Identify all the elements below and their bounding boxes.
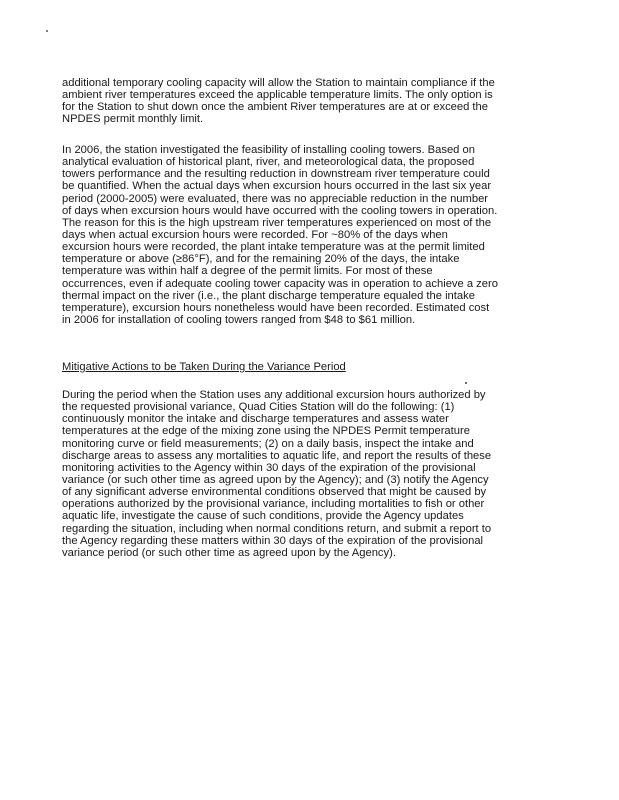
- paragraph-line: excursion hours were recorded, the plant intake temperature was at the permit limited: [62, 241, 485, 254]
- paragraph-line: thermal impact on the river (i.e., the plant discharge temperature equaled the intake: [62, 289, 475, 302]
- paragraph-line: monitoring activities to the Agency within 30 days of the expiration of the provisional: [62, 461, 476, 474]
- paragraph-line: The reason for this is the high upstream river temperatures experienced on most of the: [62, 216, 492, 229]
- paragraph-line: temperatures at the edge of the mixing zone using the NPDES Permit temperature: [62, 425, 470, 438]
- paragraph-line: ambient river temperatures exceed the applicable temperature limits. The only option is: [62, 89, 493, 102]
- scan-speck: [46, 30, 48, 32]
- paragraph-line: occurrences, even if adequate cooling tower capacity was in operation to achieve a zero: [62, 277, 498, 290]
- paragraph-line: of days when excursion hours would have occurred with the cooling towers in operation.: [62, 204, 498, 217]
- paragraph-line: operations authorized by the provisional variance, including mortalities to fish or other: [62, 498, 485, 511]
- paragraph-line: days when actual excursion hours were recorded. For ~80% of the days when: [62, 228, 448, 241]
- paragraph-line: continuously monitor the intake and discharge temperatures and assess water: [62, 413, 449, 426]
- paragraph-line: the requested provisional variance, Quad Cities Station will do the following: (1): [62, 401, 455, 414]
- section-heading-text: Mitigative Actions to be Taken During the Variance Period: [62, 361, 346, 373]
- paragraph-line: During the period when the Station uses any additional excursion hours authorized by: [62, 389, 486, 401]
- paragraph-line: temperature), excursion hours nonetheless would have been recorded. Estimated cost: [62, 301, 490, 314]
- paragraph-line: towers performance and the resulting reduction in downstream river temperature could: [62, 168, 490, 181]
- paragraph-mitigative-actions: [62, 389, 532, 559]
- paragraph-line: additional temporary cooling capacity will allow the Station to maintain compliance if the: [62, 77, 495, 89]
- paragraph-line: discharge areas to assess any mortalities to aquatic life, and report the results of these: [62, 449, 492, 462]
- paragraph-line: regarding the situation, including when normal conditions return, and submit a report to: [62, 522, 492, 535]
- paragraph-line: temperature was within half a degree of the permit limits. For most of these: [62, 265, 433, 278]
- paragraph-line: of any significant adverse environmental conditions observed that might be caused by: [62, 486, 487, 499]
- paragraph-line: be quantified. When the actual days when excursion hours occurred in the last six year: [62, 180, 492, 193]
- paragraph-line: monitoring curve or field measurements; (2) on a daily basis, inspect the intake and: [62, 437, 474, 450]
- paragraph-line: period (2000-2005) were evaluated, there was no appreciable reduction in the number: [62, 192, 489, 205]
- paragraph-line: aquatic life, investigate the cause of such conditions, provide the Agency updates: [62, 510, 464, 523]
- paragraph-line: for the Station to shut down once the ambient River temperatures are at or exceed the: [62, 101, 488, 114]
- paragraph-line: analytical evaluation of historical plant, river, and meteorological data, the proposed: [62, 156, 475, 169]
- paragraph-cooling-towers-study: [62, 144, 532, 326]
- section-heading: [62, 361, 532, 373]
- paragraph-line: the Agency regarding these matters within 30 days of the expiration of the provisional: [62, 534, 484, 547]
- paragraph-continued-cooling: [62, 77, 532, 126]
- paragraph-line: NPDES permit monthly limit.: [62, 113, 204, 126]
- paragraph-line: in 2006 for installation of cooling towers ranged from $48 to $61 million.: [62, 313, 416, 326]
- scan-speck: [465, 382, 467, 384]
- paragraph-line: variance period (or such other time as agreed upon by the Agency).: [62, 546, 396, 559]
- paragraph-line: variance (or such other time as agreed upon by the Agency); and (3) notify the Agency: [62, 473, 489, 486]
- paragraph-line: temperature or above (≥86°F), and for the remaining 20% of the days, the intake: [62, 253, 460, 266]
- paragraph-line: In 2006, the station investigated the feasibility of installing cooling towers. Based on: [62, 144, 475, 156]
